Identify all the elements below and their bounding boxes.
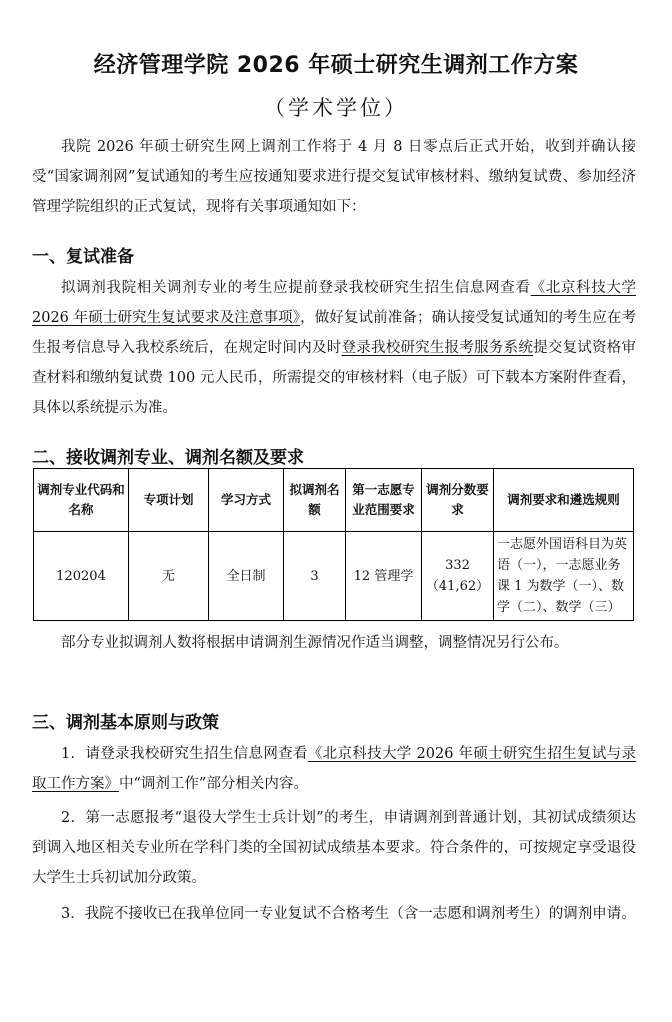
exam-requirements-link[interactable]: 《北京科技大学 2026 年硕士研究生复试要求及注意事项》 <box>32 280 637 326</box>
cell-first-choice-scope: 12 管理学 <box>346 532 422 621</box>
header-major-code: 调剂专业代码和名称 <box>34 469 129 532</box>
section3-item2: 2．第一志愿报考“退役大学生士兵计划”的考生，申请调剂到普通计划，其初试成绩须达到调入地区相关专业所在学科门类的全国初试成绩基本要求。符合条件的，可按规定享受退役大学生士兵初试加分政策。 <box>32 810 636 886</box>
section1-paragraph <box>32 273 636 423</box>
header-first-choice-scope: 第一志愿专业范围要求 <box>346 469 422 532</box>
header-quota: 拟调剂名额 <box>284 469 346 532</box>
section1-heading: 一、复试准备 <box>32 247 134 267</box>
table-row <box>34 532 634 621</box>
section1-text-b: ，做好复试前准备；确认接受复试通知的考生应在考生报考信息导入我校系统后，在规定时间内及时 <box>32 310 636 356</box>
document-subtitle: （学术学位） <box>264 96 408 120</box>
table-header-row <box>34 469 634 532</box>
header-score-requirement: 调剂分数要求 <box>422 469 494 532</box>
cell-quota: 3 <box>284 532 346 621</box>
cell-major-code: 120204 <box>34 532 129 621</box>
section3-item3: 3．我院不接收已在我单位同一专业复试不合格考生（含一志愿和调剂考生）的调剂申请。 <box>61 906 636 922</box>
cell-score-requirement: 332（41,62） <box>422 532 494 621</box>
item1-text-b: 中“调剂工作”部分相关内容。 <box>119 776 308 792</box>
section1-text-a: 拟调剂我院相关调剂专业的考生应提前登录我校研究生招生信息网查看 <box>61 280 531 296</box>
item1-text-a: 1．请登录我校研究生招生信息网查看 <box>61 746 308 762</box>
section3-heading: 三、调剂基本原则与政策 <box>32 713 219 733</box>
header-special-plan: 专项计划 <box>129 469 209 532</box>
section2-note: 部分专业拟调剂人数将根据申请调剂生源情况作适当调整，调整情况另行公布。 <box>61 635 569 651</box>
application-system-link[interactable]: 登录我校研究生报考服务系统 <box>341 340 534 356</box>
document-title: 经济管理学院 2026 年硕士研究生调剂工作方案 <box>93 53 579 78</box>
header-study-mode: 学习方式 <box>209 469 284 532</box>
section3-item1 <box>32 739 636 799</box>
section1-text-c: 提交复试资格审查材料和缴纳复试费 100 元人民币，所需提交的审核材料（电子版）可下载本方案附件查看，具体以系统提示为准。 <box>32 340 637 416</box>
cell-study-mode: 全日制 <box>209 532 284 621</box>
cell-selection-rules: 一志愿外国语科目为英语（一），一志愿业务课 1 为数学（一）、数学（二）、数学（三） <box>494 532 634 621</box>
section2-heading: 二、接收调剂专业、调剂名额及要求 <box>32 448 304 468</box>
header-selection-rules: 调剂要求和遴选规则 <box>494 469 634 532</box>
admission-plan-link[interactable]: 《北京科技大学 2026 年硕士研究生招生复试与录取工作方案》 <box>32 746 636 792</box>
cell-special-plan: 无 <box>129 532 209 621</box>
intro-paragraph: 我院 2026 年硕士研究生网上调剂工作将于 4 月 8 日零点后正式开始，收到并确认接受“国家调剂网”复试通知的考生应按通知要求进行提交复试审核材料、缴纳复试费、参加经济管理学院组织的正式复试，现将有关事项通知如下： <box>32 139 636 215</box>
quota-table <box>33 468 634 621</box>
